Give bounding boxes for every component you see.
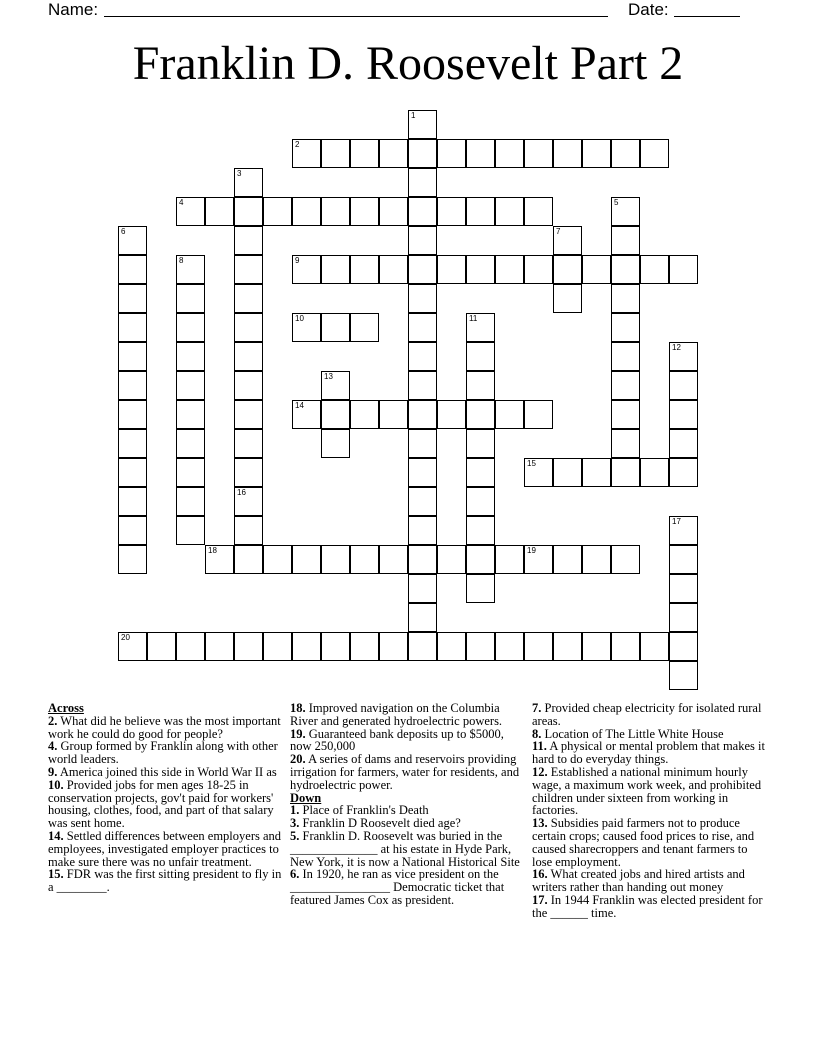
crossword-cell[interactable] bbox=[408, 284, 437, 313]
crossword-cell[interactable] bbox=[611, 197, 640, 226]
crossword-cell[interactable] bbox=[437, 400, 466, 429]
crossword-cell[interactable] bbox=[205, 197, 234, 226]
crossword-cell[interactable] bbox=[640, 632, 669, 661]
crossword-cell[interactable] bbox=[176, 487, 205, 516]
crossword-cell[interactable] bbox=[466, 632, 495, 661]
clue-number: 16 bbox=[237, 488, 246, 497]
clue-across-20: 20. A series of dams and reservoirs providing irrigation for farmers, water for residents, and hydroelectric power. bbox=[290, 752, 520, 792]
crossword-cell[interactable] bbox=[408, 458, 437, 487]
crossword-cell[interactable] bbox=[437, 139, 466, 168]
crossword-cell[interactable] bbox=[234, 168, 263, 197]
down-heading: Down bbox=[290, 790, 322, 805]
clue-number: 18 bbox=[208, 546, 217, 555]
clue-number: 13 bbox=[324, 372, 333, 381]
clue-down-12: 12. Established a national minimum hourly wage, a maximum work week, and prohibited children under sixteen from working in factories. bbox=[532, 764, 762, 818]
across-heading: Across bbox=[48, 701, 84, 715]
crossword-cell[interactable] bbox=[234, 632, 263, 661]
crossword-cell[interactable] bbox=[321, 197, 350, 226]
crossword-cell[interactable] bbox=[611, 342, 640, 371]
crossword-cell[interactable] bbox=[234, 342, 263, 371]
crossword-cell[interactable] bbox=[669, 603, 698, 632]
crossword-cell[interactable] bbox=[669, 429, 698, 458]
clue-number: 6 bbox=[121, 227, 126, 236]
crossword-cell[interactable] bbox=[524, 197, 553, 226]
clue-number: 3 bbox=[237, 169, 242, 178]
clue-number: 20 bbox=[121, 633, 130, 642]
crossword-cell[interactable] bbox=[234, 255, 263, 284]
crossword-cell[interactable] bbox=[466, 197, 495, 226]
crossword-cell[interactable] bbox=[524, 632, 553, 661]
crossword-cell[interactable] bbox=[408, 255, 437, 284]
crossword-cell[interactable] bbox=[379, 632, 408, 661]
clue-down-11: 11. A physical or mental problem that makes it hard to do everyday things. bbox=[532, 739, 765, 767]
name-date-header bbox=[48, 0, 748, 22]
crossword-cell[interactable] bbox=[321, 371, 350, 400]
clue-number: 15 bbox=[527, 459, 536, 468]
crossword-cell[interactable] bbox=[582, 139, 611, 168]
crossword-cell[interactable] bbox=[466, 458, 495, 487]
crossword-cell[interactable] bbox=[669, 545, 698, 574]
crossword-cell[interactable] bbox=[437, 255, 466, 284]
crossword-cell[interactable] bbox=[205, 545, 234, 574]
crossword-cell[interactable] bbox=[176, 516, 205, 545]
crossword-cell[interactable] bbox=[611, 545, 640, 574]
crossword-cell[interactable] bbox=[350, 197, 379, 226]
crossword-cell[interactable] bbox=[408, 139, 437, 168]
crossword-cell[interactable] bbox=[553, 226, 582, 255]
crossword-cell[interactable] bbox=[176, 632, 205, 661]
clue-number: 2 bbox=[295, 140, 300, 149]
crossword-cell[interactable] bbox=[611, 284, 640, 313]
crossword-cell[interactable] bbox=[553, 284, 582, 313]
crossword-cell[interactable] bbox=[118, 429, 147, 458]
crossword-cell[interactable] bbox=[582, 632, 611, 661]
crossword-cell[interactable] bbox=[495, 197, 524, 226]
clue-number: 19 bbox=[527, 546, 536, 555]
crossword-cell[interactable] bbox=[553, 632, 582, 661]
crossword-cell[interactable] bbox=[176, 284, 205, 313]
clue-down-5: 5. Franklin D. Roosevelt was buried in the ______________ at his estate in Hyde Park, New York, it is now a National Historical Site bbox=[290, 828, 520, 869]
clue-number: 1 bbox=[411, 111, 416, 120]
crossword-cell[interactable] bbox=[321, 139, 350, 168]
clues-column-3 bbox=[532, 702, 768, 920]
clue-number: 4 bbox=[179, 198, 184, 207]
clue-number: 8 bbox=[179, 256, 184, 265]
crossword-cell[interactable] bbox=[466, 487, 495, 516]
clue-down-7: 7. Provided cheap electricity for isolated rural areas. bbox=[532, 701, 762, 728]
crossword-cell[interactable] bbox=[263, 632, 292, 661]
crossword-cell[interactable] bbox=[408, 400, 437, 429]
crossword-cell[interactable] bbox=[466, 371, 495, 400]
name-input-line[interactable] bbox=[104, 16, 608, 17]
name-label: Name: bbox=[48, 0, 99, 19]
clue-down-16: 16. What created jobs and hired artists and writers rather than handing out money bbox=[532, 867, 745, 895]
clue-across-18: 18. Improved navigation on the Columbia River and generated hydroelectric powers. bbox=[290, 701, 503, 728]
crossword-cell[interactable] bbox=[495, 400, 524, 429]
clue-across-2: 2. What did he believe was the most important work he could do good for people? bbox=[48, 713, 281, 741]
crossword-cell[interactable] bbox=[408, 516, 437, 545]
crossword-cell[interactable] bbox=[408, 313, 437, 342]
crossword-cell[interactable] bbox=[234, 487, 263, 516]
crossword-cell[interactable] bbox=[437, 545, 466, 574]
crossword-cell[interactable] bbox=[176, 342, 205, 371]
crossword-cell[interactable] bbox=[524, 545, 553, 574]
crossword-cell[interactable] bbox=[321, 255, 350, 284]
crossword-cell[interactable] bbox=[350, 632, 379, 661]
crossword-cell[interactable] bbox=[495, 255, 524, 284]
crossword-cell[interactable] bbox=[466, 545, 495, 574]
crossword-cell[interactable] bbox=[350, 313, 379, 342]
crossword-cell[interactable] bbox=[292, 632, 321, 661]
crossword-cell[interactable] bbox=[611, 632, 640, 661]
crossword-cell[interactable] bbox=[611, 371, 640, 400]
crossword-cell[interactable] bbox=[350, 400, 379, 429]
crossword-cell[interactable] bbox=[147, 632, 176, 661]
crossword-cell[interactable] bbox=[553, 458, 582, 487]
crossword-cell[interactable] bbox=[408, 342, 437, 371]
crossword-cell[interactable] bbox=[408, 110, 437, 139]
crossword-cell[interactable] bbox=[292, 139, 321, 168]
clue-across-9: 9. America joined this side in World War II as bbox=[48, 764, 277, 779]
crossword-cell[interactable] bbox=[176, 197, 205, 226]
crossword-cell[interactable] bbox=[379, 197, 408, 226]
crossword-cell[interactable] bbox=[292, 313, 321, 342]
crossword-cell[interactable] bbox=[408, 226, 437, 255]
crossword-cell[interactable] bbox=[640, 139, 669, 168]
crossword-cell[interactable] bbox=[669, 516, 698, 545]
crossword-cell[interactable] bbox=[408, 371, 437, 400]
clue-across-19: 19. Guaranteed bank deposits up to $5000, now 250,000 bbox=[290, 726, 504, 754]
crossword-cell[interactable] bbox=[640, 255, 669, 284]
crossword-cell[interactable] bbox=[437, 197, 466, 226]
crossword-cell[interactable] bbox=[234, 284, 263, 313]
clues-column-2 bbox=[290, 702, 522, 907]
crossword-cell[interactable] bbox=[640, 458, 669, 487]
crossword-cell[interactable] bbox=[350, 139, 379, 168]
crossword-cell[interactable] bbox=[466, 574, 495, 603]
clue-number: 10 bbox=[295, 314, 304, 323]
crossword-cell[interactable] bbox=[553, 255, 582, 284]
clue-down-13: 13. Subsidies paid farmers not to produce certain crops; caused food prices to rise, and caused sharecroppers and tenant farmers to lose employment. bbox=[532, 816, 755, 869]
crossword-cell[interactable] bbox=[263, 545, 292, 574]
crossword-cell[interactable] bbox=[495, 139, 524, 168]
crossword-cell[interactable] bbox=[379, 545, 408, 574]
crossword-cell[interactable] bbox=[524, 458, 553, 487]
crossword-cell[interactable] bbox=[176, 313, 205, 342]
clue-across-15: 15. FDR was the first sitting president to fly in a ________. bbox=[48, 867, 282, 895]
crossword-cell[interactable] bbox=[350, 545, 379, 574]
crossword-cell[interactable] bbox=[553, 139, 582, 168]
crossword-cell[interactable] bbox=[118, 400, 147, 429]
crossword-cell[interactable] bbox=[408, 487, 437, 516]
crossword-cell[interactable] bbox=[669, 574, 698, 603]
crossword-cell[interactable] bbox=[321, 632, 350, 661]
clue-number: 9 bbox=[295, 256, 300, 265]
crossword-cell[interactable] bbox=[524, 139, 553, 168]
crossword-cell[interactable] bbox=[234, 545, 263, 574]
crossword-cell[interactable] bbox=[669, 458, 698, 487]
crossword-cell[interactable] bbox=[292, 255, 321, 284]
crossword-cell[interactable] bbox=[408, 574, 437, 603]
crossword-cell[interactable] bbox=[176, 255, 205, 284]
crossword-cell[interactable] bbox=[118, 487, 147, 516]
crossword-cell[interactable] bbox=[292, 400, 321, 429]
date-label: Date: bbox=[628, 0, 669, 19]
clue-down-1: 1. Place of Franklin's Death bbox=[290, 803, 429, 818]
crossword-cell[interactable] bbox=[437, 632, 466, 661]
crossword-cell[interactable] bbox=[205, 632, 234, 661]
crossword-cell[interactable] bbox=[611, 458, 640, 487]
crossword-cell[interactable] bbox=[350, 255, 379, 284]
crossword-cell[interactable] bbox=[611, 139, 640, 168]
crossword-cell[interactable] bbox=[611, 255, 640, 284]
crossword-cell[interactable] bbox=[292, 545, 321, 574]
clue-across-10: 10. Provided jobs for men ages 18-25 in conservation projects, gov't paid for workers' housing, clothes, food, and part of that salary was sent home. bbox=[48, 777, 274, 831]
crossword-cell[interactable] bbox=[466, 139, 495, 168]
crossword-cell[interactable] bbox=[234, 371, 263, 400]
clue-down-6: 6. In 1920, he ran as vice president on the ________________ Democratic ticket that featured James Cox as president. bbox=[290, 867, 505, 907]
crossword-cell[interactable] bbox=[408, 545, 437, 574]
crossword-cell[interactable] bbox=[234, 226, 263, 255]
crossword-cell[interactable] bbox=[234, 197, 263, 226]
crossword-cell[interactable] bbox=[118, 342, 147, 371]
crossword-cell[interactable] bbox=[118, 313, 147, 342]
date-input-line[interactable] bbox=[674, 16, 740, 17]
clue-number: 5 bbox=[614, 198, 619, 207]
page-title: Franklin D. Roosevelt Part 2 bbox=[132, 37, 684, 90]
clue-number: 14 bbox=[295, 401, 304, 410]
crossword-cell[interactable] bbox=[466, 313, 495, 342]
crossword-cell[interactable] bbox=[611, 400, 640, 429]
crossword-cell[interactable] bbox=[466, 342, 495, 371]
crossword-cell[interactable] bbox=[118, 226, 147, 255]
crossword-cell[interactable] bbox=[582, 255, 611, 284]
crossword-cell[interactable] bbox=[669, 371, 698, 400]
crossword-cell[interactable] bbox=[524, 255, 553, 284]
crossword-cell[interactable] bbox=[408, 603, 437, 632]
crossword-cell[interactable] bbox=[321, 313, 350, 342]
crossword-cell[interactable] bbox=[176, 400, 205, 429]
crossword-cell[interactable] bbox=[379, 139, 408, 168]
crossword-cell[interactable] bbox=[118, 516, 147, 545]
crossword-cell[interactable] bbox=[263, 197, 292, 226]
crossword-cell[interactable] bbox=[408, 429, 437, 458]
crossword-cell[interactable] bbox=[379, 400, 408, 429]
crossword-cell[interactable] bbox=[466, 255, 495, 284]
crossword-cell[interactable] bbox=[495, 632, 524, 661]
clue-number: 11 bbox=[469, 314, 478, 323]
clue-across-14: 14. Settled differences between employers and employees, investigated employer practices to make sure there was no unfair treatment. bbox=[48, 828, 282, 869]
crossword-cell[interactable] bbox=[524, 400, 553, 429]
crossword-cell[interactable] bbox=[669, 632, 698, 661]
crossword-cell[interactable] bbox=[234, 313, 263, 342]
crossword-cell[interactable] bbox=[118, 284, 147, 313]
crossword-cell[interactable] bbox=[553, 545, 582, 574]
clues-column-1 bbox=[48, 702, 284, 894]
crossword-cell[interactable] bbox=[234, 458, 263, 487]
crossword-cell[interactable] bbox=[466, 400, 495, 429]
crossword-cell[interactable] bbox=[292, 197, 321, 226]
crossword-cell[interactable] bbox=[611, 313, 640, 342]
crossword-cell[interactable] bbox=[611, 226, 640, 255]
crossword-cell[interactable] bbox=[495, 545, 524, 574]
clue-number: 17 bbox=[672, 517, 681, 526]
crossword-cell[interactable] bbox=[118, 458, 147, 487]
crossword-cell[interactable] bbox=[234, 516, 263, 545]
crossword-cell[interactable] bbox=[176, 458, 205, 487]
clue-number: 7 bbox=[556, 227, 561, 236]
crossword-cell[interactable] bbox=[669, 255, 698, 284]
crossword-cell[interactable] bbox=[118, 255, 147, 284]
crossword-cell[interactable] bbox=[321, 429, 350, 458]
crossword-cell[interactable] bbox=[466, 429, 495, 458]
crossword-cell[interactable] bbox=[321, 400, 350, 429]
crossword-cell[interactable] bbox=[234, 400, 263, 429]
crossword-cell[interactable] bbox=[176, 371, 205, 400]
clue-across-4: 4. Group formed by Franklin along with other world leaders. bbox=[48, 739, 278, 767]
crossword-cell[interactable] bbox=[118, 371, 147, 400]
crossword-cell[interactable] bbox=[408, 168, 437, 197]
crossword-cell[interactable] bbox=[582, 545, 611, 574]
crossword-cell[interactable] bbox=[118, 632, 147, 661]
crossword-cell[interactable] bbox=[118, 545, 147, 574]
crossword-cell[interactable] bbox=[176, 429, 205, 458]
crossword-cell[interactable] bbox=[408, 632, 437, 661]
crossword-cell[interactable] bbox=[611, 429, 640, 458]
crossword-cell[interactable] bbox=[408, 197, 437, 226]
clue-down-3: 3. Franklin D Roosevelt died age? bbox=[290, 816, 461, 831]
crossword-cell[interactable] bbox=[379, 255, 408, 284]
clue-down-17: 17. In 1944 Franklin was elected president for the ______ time. bbox=[532, 892, 763, 920]
crossword-cell[interactable] bbox=[466, 516, 495, 545]
crossword-cell[interactable] bbox=[321, 545, 350, 574]
crossword-cell[interactable] bbox=[669, 342, 698, 371]
crossword-cell[interactable] bbox=[582, 458, 611, 487]
crossword-cell[interactable] bbox=[669, 400, 698, 429]
clue-number: 12 bbox=[672, 343, 681, 352]
clue-down-8: 8. Location of The Little White House bbox=[532, 726, 724, 741]
crossword-cell[interactable] bbox=[234, 429, 263, 458]
crossword-cell[interactable] bbox=[669, 661, 698, 690]
